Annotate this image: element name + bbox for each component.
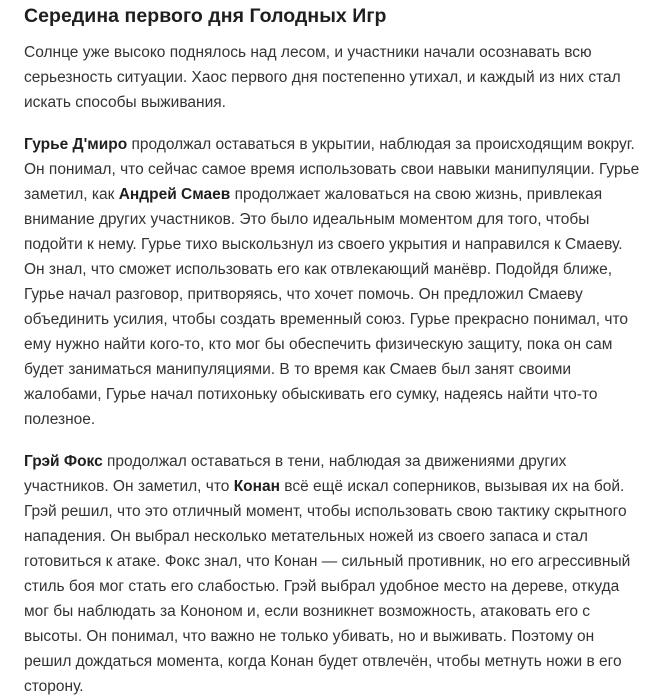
grey-fox-text-part-1: продолжал оставаться в тени, наблюдая за движениями других участников. Он заметил, что bbox=[24, 453, 567, 495]
character-name-gurye: Гурье Д'миро bbox=[24, 136, 128, 153]
character-name-andrey: Андрей Смаев bbox=[118, 186, 231, 203]
gurye-text-part-2: продолжает жаловаться на свою жизнь, привлекая внимание других участников. Это было идеальным моментом для того, чтобы подойти к нему. Гурье тихо выскользнул из своего укрытия и направился к Смаеву. Он знал, что сможет использовать его как отвлекающий манёвр. Подойдя ближе, Гурье начал разговор, притворяясь, что хочет помочь. Он предложил Смаеву объединить усилия, чтобы создать временный союз. Гурье прекрасно понимал, что ему нужно найти кого-то, кто мог бы обеспечить физическую защиту, пока он сам будет заниматься манипуляциями. В то время как Смаев был занят своими жалобами, Гурье начал потихоньку обыскивать его сумку, надеясь найти что-то полезное. bbox=[24, 186, 629, 428]
gurye-paragraph bbox=[24, 132, 641, 432]
character-name-grey-fox: Грэй Фокс bbox=[24, 453, 103, 470]
story-title: Середина первого дня Голодных Игр bbox=[24, 5, 387, 27]
character-name-konan: Конан bbox=[233, 478, 280, 495]
grey-fox-text-part-2: всё ещё искал соперников, вызывая их на бой. Грэй решил, что это отличный момент, чтобы использовать свою тактику скрытного нападения. Он выбрал несколько метательных ножей из своего запаса и стал готовиться к атаке. Фокс знал, что Конан — сильный противник, но его агрессивный стиль боя мог стать его слабостью. Грэй выбрал удобное место на дереве, откуда мог бы наблюдать за Кононом и, если возникнет возможность, атаковать его с высоты. Он понимал, что важно не только убивать, но и выживать. Поэтому он решил дождаться момента, когда Конан будет отвлечён, чтобы метнуть ножи в его сторону. bbox=[24, 478, 631, 695]
gurye-text-part-1: продолжал оставаться в укрытии, наблюдая за происходящим вокруг. Он понимал, что сейчас самое время использовать свои навыки манипуляции. Гурье заметил, как bbox=[24, 136, 640, 203]
intro-paragraph: Солнце уже высоко поднялось над лесом, и участники начали осознавать всю серьезность ситуации. Хаос первого дня постепенно утихал, и каждый из них стал искать способы выживания. bbox=[24, 44, 621, 111]
